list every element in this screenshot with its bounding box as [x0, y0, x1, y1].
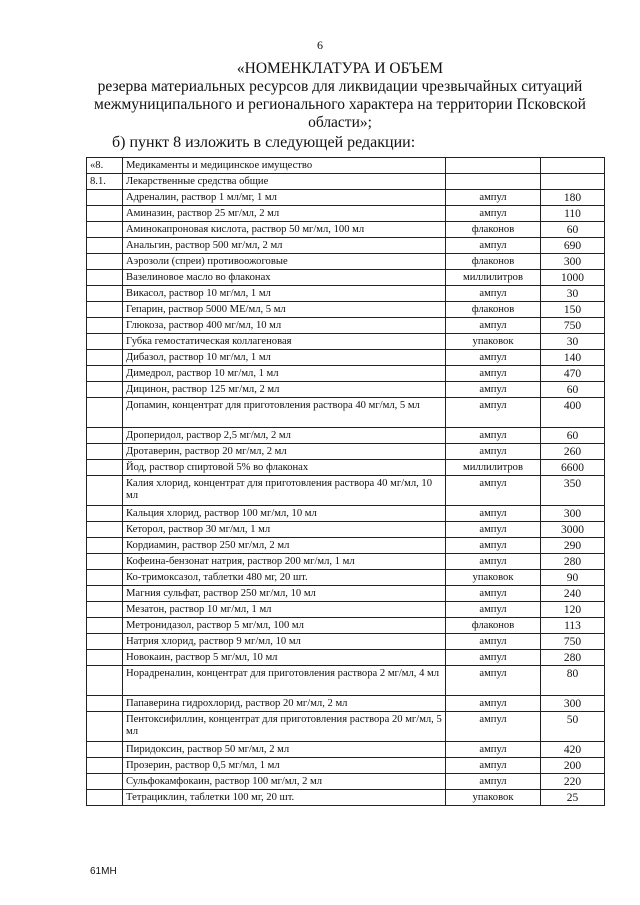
- row-number-cell: [87, 650, 123, 666]
- item-name: Адреналин, раствор 1 мл/мг, 1 мл: [123, 190, 446, 206]
- quantity-value: 150: [541, 302, 605, 318]
- unit-of-measure: ампул: [446, 666, 541, 696]
- unit-of-measure: ампул: [446, 506, 541, 522]
- document-heading: [90, 60, 590, 132]
- heading-title: «НОМЕНКЛАТУРА И ОБЪЕМ: [236, 60, 444, 77]
- subsection-number: 8.1.: [87, 174, 123, 190]
- unit-of-measure: ампул: [446, 522, 541, 538]
- quantity-value: 6600: [541, 460, 605, 476]
- unit-of-measure: ампул: [446, 398, 541, 428]
- item-name: Аэрозоли (спреи) противоожоговые: [123, 254, 446, 270]
- row-number-cell: [87, 570, 123, 586]
- unit-of-measure: упаковок: [446, 570, 541, 586]
- item-name: Аминокапроновая кислота, раствор 50 мг/мл, 100 мл: [123, 222, 446, 238]
- quantity-value: 280: [541, 554, 605, 570]
- item-name: Гепарин, раствор 5000 МЕ/мл, 5 мл: [123, 302, 446, 318]
- document-code: 61МН: [90, 866, 117, 877]
- table-row: [87, 696, 605, 712]
- quantity-value: 350: [541, 476, 605, 506]
- amendment-instruction: б) пункт 8 изложить в следующей редакции:: [112, 134, 416, 151]
- item-name: Пиридоксин, раствор 50 мг/мл, 2 мл: [123, 742, 446, 758]
- item-name: Губка гемостатическая коллагеновая: [123, 334, 446, 350]
- heading-line: межмуниципального и регионального характера на территории Псковской: [94, 96, 586, 113]
- unit-of-measure: ампул: [446, 774, 541, 790]
- quantity-value: 290: [541, 538, 605, 554]
- table-row: [87, 522, 605, 538]
- unit-of-measure: упаковок: [446, 790, 541, 806]
- unit-of-measure: флаконов: [446, 254, 541, 270]
- item-name: Кеторол, раствор 30 мг/мл, 1 мл: [123, 522, 446, 538]
- table-row: [87, 350, 605, 366]
- unit-of-measure: ампул: [446, 382, 541, 398]
- table-row: [87, 554, 605, 570]
- item-name: Дибазол, раствор 10 мг/мл, 1 мл: [123, 350, 446, 366]
- table-row: [87, 302, 605, 318]
- quantity-value: 690: [541, 238, 605, 254]
- unit-of-measure: ампул: [446, 712, 541, 742]
- quantity-cell: [541, 174, 605, 190]
- row-number-cell: [87, 222, 123, 238]
- row-number-cell: [87, 618, 123, 634]
- quantity-value: 300: [541, 506, 605, 522]
- item-name: Магния сульфат, раствор 250 мг/мл, 10 мл: [123, 586, 446, 602]
- quantity-value: 420: [541, 742, 605, 758]
- row-number-cell: [87, 634, 123, 650]
- unit-of-measure: ампул: [446, 238, 541, 254]
- table-row: [87, 790, 605, 806]
- quantity-value: 1000: [541, 270, 605, 286]
- row-number-cell: [87, 602, 123, 618]
- quantity-value: 400: [541, 398, 605, 428]
- section-name: Медикаменты и медицинское имущество: [123, 158, 446, 174]
- unit-of-measure: ампул: [446, 554, 541, 570]
- row-number-cell: [87, 206, 123, 222]
- quantity-value: 220: [541, 774, 605, 790]
- unit-of-measure: флаконов: [446, 302, 541, 318]
- table-row: [87, 476, 605, 506]
- quantity-value: 140: [541, 350, 605, 366]
- item-name: Глюкоза, раствор 400 мг/мл, 10 мл: [123, 318, 446, 334]
- quantity-value: 113: [541, 618, 605, 634]
- item-name: Димедрол, раствор 10 мг/мл, 1 мл: [123, 366, 446, 382]
- table-row: [87, 650, 605, 666]
- table-row: [87, 618, 605, 634]
- item-name: Кофеина-бензонат натрия, раствор 200 мг/мл, 1 мл: [123, 554, 446, 570]
- quantity-value: 80: [541, 666, 605, 696]
- table-row: [87, 444, 605, 460]
- row-number-cell: [87, 586, 123, 602]
- item-name: Новокаин, раствор 5 мг/мл, 10 мл: [123, 650, 446, 666]
- item-name: Кордиамин, раствор 250 мг/мл, 2 мл: [123, 538, 446, 554]
- item-name: Натрия хлорид, раствор 9 мг/мл, 10 мл: [123, 634, 446, 650]
- table-row: [87, 428, 605, 444]
- row-number-cell: [87, 318, 123, 334]
- row-number-cell: [87, 666, 123, 696]
- item-name: Дицинон, раствор 125 мг/мл, 2 мл: [123, 382, 446, 398]
- table-row: [87, 222, 605, 238]
- item-name: Тетрациклин, таблетки 100 мг, 20 шт.: [123, 790, 446, 806]
- item-name: Папаверина гидрохлорид, раствор 20 мг/мл, 2 мл: [123, 696, 446, 712]
- subsection-name: Лекарственные средства общие: [123, 174, 446, 190]
- unit-of-measure: миллилитров: [446, 270, 541, 286]
- table-row: [87, 742, 605, 758]
- row-number-cell: [87, 758, 123, 774]
- row-number-cell: [87, 366, 123, 382]
- unit-of-measure: ампул: [446, 538, 541, 554]
- row-number-cell: [87, 476, 123, 506]
- item-name: Допамин, концентрат для приготовления раствора 40 мг/мл, 5 мл: [123, 398, 446, 428]
- quantity-value: 3000: [541, 522, 605, 538]
- row-number-cell: [87, 790, 123, 806]
- unit-of-measure: ампул: [446, 444, 541, 460]
- unit-of-measure: ампул: [446, 650, 541, 666]
- item-name: Кальция хлорид, раствор 100 мг/мл, 10 мл: [123, 506, 446, 522]
- table-row: [87, 286, 605, 302]
- table-row: [87, 774, 605, 790]
- item-name: Калия хлорид, концентрат для приготовления раствора 40 мг/мл, 10 мл: [123, 476, 446, 506]
- row-number-cell: [87, 554, 123, 570]
- item-name: Аминазин, раствор 25 мг/мл, 2 мл: [123, 206, 446, 222]
- quantity-value: 120: [541, 602, 605, 618]
- table-row: [87, 190, 605, 206]
- section-row: [87, 158, 605, 174]
- unit-of-measure: ампул: [446, 758, 541, 774]
- item-name: Мезатон, раствор 10 мг/мл, 1 мл: [123, 602, 446, 618]
- unit-of-measure: ампул: [446, 190, 541, 206]
- item-name: Сульфокамфокаин, раствор 100 мг/мл, 2 мл: [123, 774, 446, 790]
- quantity-value: 110: [541, 206, 605, 222]
- quantity-value: 60: [541, 222, 605, 238]
- table-row: [87, 586, 605, 602]
- item-name: Анальгин, раствор 500 мг/мл, 2 мл: [123, 238, 446, 254]
- quantity-value: 60: [541, 428, 605, 444]
- item-name: Ко-тримоксазол, таблетки 480 мг, 20 шт.: [123, 570, 446, 586]
- quantity-value: 280: [541, 650, 605, 666]
- table-row: [87, 634, 605, 650]
- row-number-cell: [87, 774, 123, 790]
- quantity-value: 30: [541, 286, 605, 302]
- quantity-value: 30: [541, 334, 605, 350]
- item-name: Дроперидол, раствор 2,5 мг/мл, 2 мл: [123, 428, 446, 444]
- table-row: [87, 254, 605, 270]
- unit-of-measure: ампул: [446, 476, 541, 506]
- quantity-value: 90: [541, 570, 605, 586]
- unit-of-measure: ампул: [446, 428, 541, 444]
- heading-line: резерва материальных ресурсов для ликвидации чрезвычайных ситуаций: [97, 78, 583, 95]
- quantity-cell: [541, 158, 605, 174]
- unit-of-measure: ампул: [446, 286, 541, 302]
- item-name: Викасол, раствор 10 мг/мл, 1 мл: [123, 286, 446, 302]
- unit-of-measure: ампул: [446, 602, 541, 618]
- table-row: [87, 270, 605, 286]
- unit-cell: [446, 174, 541, 190]
- row-number-cell: [87, 398, 123, 428]
- item-name: Вазелиновое масло во флаконах: [123, 270, 446, 286]
- row-number-cell: [87, 428, 123, 444]
- row-number-cell: [87, 460, 123, 476]
- quantity-value: 260: [541, 444, 605, 460]
- unit-cell: [446, 158, 541, 174]
- quantity-value: 50: [541, 712, 605, 742]
- unit-of-measure: ампул: [446, 634, 541, 650]
- nomenclature-table: [86, 157, 605, 806]
- item-name: Метронидазол, раствор 5 мг/мл, 100 мл: [123, 618, 446, 634]
- table-row: [87, 398, 605, 428]
- item-name: Дротаверин, раствор 20 мг/мл, 2 мл: [123, 444, 446, 460]
- quantity-value: 240: [541, 586, 605, 602]
- row-number-cell: [87, 696, 123, 712]
- table-row: [87, 602, 605, 618]
- row-number-cell: [87, 506, 123, 522]
- quantity-value: 180: [541, 190, 605, 206]
- item-name: Прозерин, раствор 0,5 мг/мл, 1 мл: [123, 758, 446, 774]
- subsection-row: [87, 174, 605, 190]
- quantity-value: 200: [541, 758, 605, 774]
- table-row: [87, 758, 605, 774]
- heading-line: области»;: [308, 114, 372, 131]
- row-number-cell: [87, 302, 123, 318]
- row-number-cell: [87, 238, 123, 254]
- quantity-value: 300: [541, 696, 605, 712]
- row-number-cell: [87, 190, 123, 206]
- row-number-cell: [87, 522, 123, 538]
- table-row: [87, 238, 605, 254]
- table-row: [87, 506, 605, 522]
- unit-of-measure: ампул: [446, 586, 541, 602]
- quantity-value: 300: [541, 254, 605, 270]
- unit-of-measure: флаконов: [446, 222, 541, 238]
- quantity-value: 25: [541, 790, 605, 806]
- row-number-cell: [87, 712, 123, 742]
- table-row: [87, 206, 605, 222]
- item-name: Йод, раствор спиртовой 5% во флаконах: [123, 460, 446, 476]
- row-number-cell: [87, 382, 123, 398]
- page-number: 6: [317, 38, 323, 52]
- table-row: [87, 318, 605, 334]
- quantity-value: 750: [541, 318, 605, 334]
- unit-of-measure: ампул: [446, 318, 541, 334]
- unit-of-measure: ампул: [446, 742, 541, 758]
- table-row: [87, 382, 605, 398]
- unit-of-measure: флаконов: [446, 618, 541, 634]
- table-row: [87, 366, 605, 382]
- row-number-cell: [87, 286, 123, 302]
- row-number-cell: [87, 742, 123, 758]
- table-row: [87, 712, 605, 742]
- table-row: [87, 570, 605, 586]
- row-number-cell: [87, 254, 123, 270]
- table-row: [87, 538, 605, 554]
- item-name: Пентоксифиллин, концентрат для приготовления раствора 20 мг/мл, 5 мл: [123, 712, 446, 742]
- row-number-cell: [87, 538, 123, 554]
- quantity-value: 470: [541, 366, 605, 382]
- unit-of-measure: миллилитров: [446, 460, 541, 476]
- unit-of-measure: ампул: [446, 366, 541, 382]
- section-number: «8.: [87, 158, 123, 174]
- table-row: [87, 666, 605, 696]
- unit-of-measure: ампул: [446, 206, 541, 222]
- table-row: [87, 334, 605, 350]
- row-number-cell: [87, 270, 123, 286]
- row-number-cell: [87, 350, 123, 366]
- item-name: Норадреналин, концентрат для приготовления раствора 2 мг/мл, 4 мл: [123, 666, 446, 696]
- row-number-cell: [87, 444, 123, 460]
- unit-of-measure: ампул: [446, 696, 541, 712]
- quantity-value: 60: [541, 382, 605, 398]
- unit-of-measure: упаковок: [446, 334, 541, 350]
- table-row: [87, 460, 605, 476]
- unit-of-measure: ампул: [446, 350, 541, 366]
- row-number-cell: [87, 334, 123, 350]
- quantity-value: 750: [541, 634, 605, 650]
